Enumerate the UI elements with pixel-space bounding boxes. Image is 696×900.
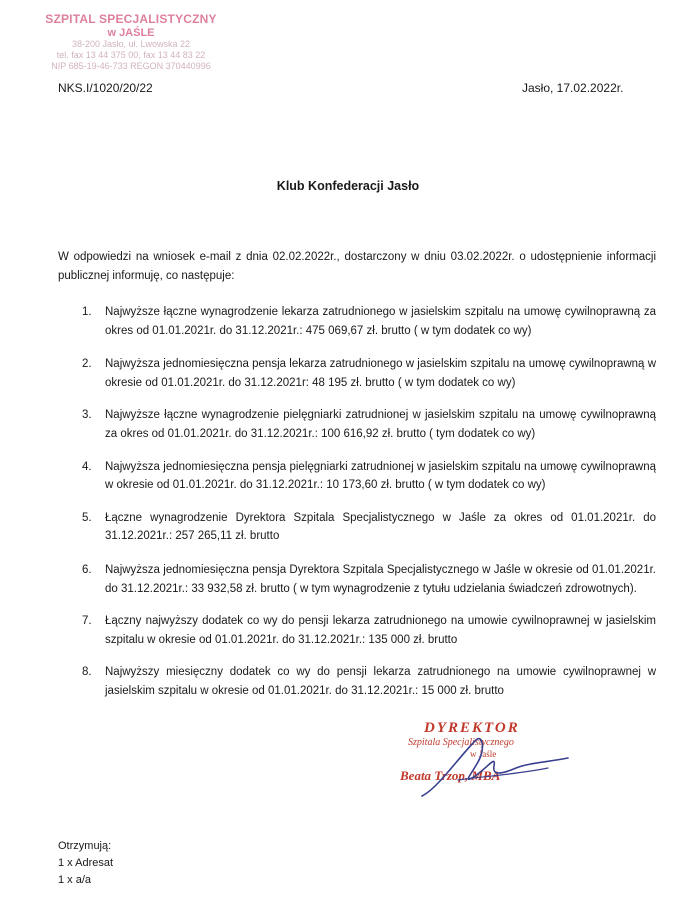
list-item: [58, 612, 656, 649]
intro-paragraph: W odpowiedzi na wniosek e-mail z dnia 02.02.2022r., dostarczony w dniu 03.02.2022r. o udostępnienie informacji publicznej informuję, co następuje:: [58, 251, 656, 282]
stamp-line-4: tel. fax 13 44 375 00, fax 13 44 83 22: [56, 50, 206, 60]
list-item-text: Najwyższe łączne wynagrodzenie pielęgniarki zatrudnionej w jasielskim szpitalu na umowę cywilnoprawną za okres od 01.01.2021r. do 31.12.2021r.: 100 616,92 zł. brutto ( tym dodatek co wy): [105, 409, 656, 440]
signature-name: Beata Trzop, MBA: [400, 768, 501, 783]
list-item-number: 2.: [82, 358, 92, 371]
list-item: [58, 561, 656, 598]
signature-title: DYREKTOR: [424, 720, 520, 736]
stamp-line-3: 38-200 Jasło, ul. Lwowska 22: [71, 39, 191, 49]
signature-city: w Jaśle: [470, 749, 497, 759]
list-item-text: Łączny najwyższy dodatek co wy do pensji lekarza zatrudnionego na umowie cywilnoprawnej w jasielskim szpitalu w okresie od 01.01.2021r. do 31.12.2021r.: 135 000 zł. brutto: [105, 615, 656, 646]
list-item-number: 6.: [82, 563, 92, 576]
list-item: [58, 406, 656, 443]
recipient-heading: Klub Konfederacji Jasło: [276, 179, 420, 193]
reference-number: NKS.I/1020/20/22: [58, 81, 153, 95]
list-item: [58, 458, 656, 495]
list-item-number: 4.: [82, 460, 92, 473]
recipients-block: [58, 838, 113, 889]
hospital-stamp: [36, 12, 226, 72]
stamp-line-5: NIP 685-19-46-733 REGON 370440996: [51, 61, 211, 71]
list-item: [58, 303, 656, 340]
list-item-text: Najwyższe łączne wynagrodzenie lekarza zatrudnionego w jasielskim szpitalu na umowę cywilnoprawną za okres od 01.01.2021r. do 31.12.2021r.: 475 069,67 zł. brutto ( w tym dodatek co wy): [105, 306, 656, 337]
stamp-line-2: w JAŚLE: [107, 27, 155, 39]
recipients-label: Otrzymują:: [58, 840, 112, 852]
list-item: [58, 355, 656, 392]
handwritten-signature-icon: [398, 718, 588, 808]
answers-list: [58, 303, 656, 701]
place-date: Jasło, 17.02.2022r.: [522, 81, 624, 95]
stamp-line-1: SZPITAL SPECJALISTYCZNY: [45, 12, 217, 26]
list-item-number: 5.: [82, 511, 92, 524]
list-item-text: Najwyższa jednomiesięczna pensja lekarza zatrudnionego w jasielskim szpitalu na umowę cywilnoprawną w okresie od 01.01.2021r. do 31.12.2021r: 48 195 zł. brutto ( w tym dodatek co wy): [105, 358, 656, 389]
list-item-number: 1.: [82, 306, 92, 318]
signature-institution: Szpitala Specjalistycznego: [408, 737, 514, 748]
list-item-number: 8.: [82, 666, 92, 679]
list-item-text: Łączne wynagrodzenie Dyrektora Szpitala Specjalistycznego w Jaśle za okres od 01.01.2021r. do 31.12.2021r.: 257 265,11 zł. brutto: [105, 511, 656, 543]
list-item-number: 7.: [82, 615, 92, 628]
list-item: [58, 663, 656, 700]
list-item: [58, 509, 656, 546]
recipient-line: 1 x Adresat: [58, 857, 114, 869]
director-signature-stamp: [398, 718, 588, 808]
list-item-text: Najwyższa jednomiesięczna pensja pielęgniarki zatrudnionej w jasielskim szpitalu na umowę cywilnoprawną w okresie od 01.01.2021r. do 31.12.2021r.: 10 173,60 zł. brutto ( w tym dodatek co wy): [105, 460, 656, 492]
recipient-line: 1 x a/a: [58, 874, 92, 886]
list-item-text: Najwyższa jednomiesięczna pensja Dyrektora Szpitala Specjalistycznego w Jaśle w okresie od 01.01.2021r. do 31.12.2021r.: 33 932,58 zł. brutto ( w tym wynagrodzenie z tytułu udzielania świadczeń zdrowotnych).: [105, 563, 656, 595]
list-item-text: Najwyższy miesięczny dodatek co wy do pensji lekarza zatrudnionego na umowie cywilnoprawnej w jasielskim szpitalu w okresie od 01.01.2021r. do 31.12.2021r.: 15 000 zł. brutto: [105, 666, 656, 697]
list-item-number: 3.: [82, 409, 92, 422]
